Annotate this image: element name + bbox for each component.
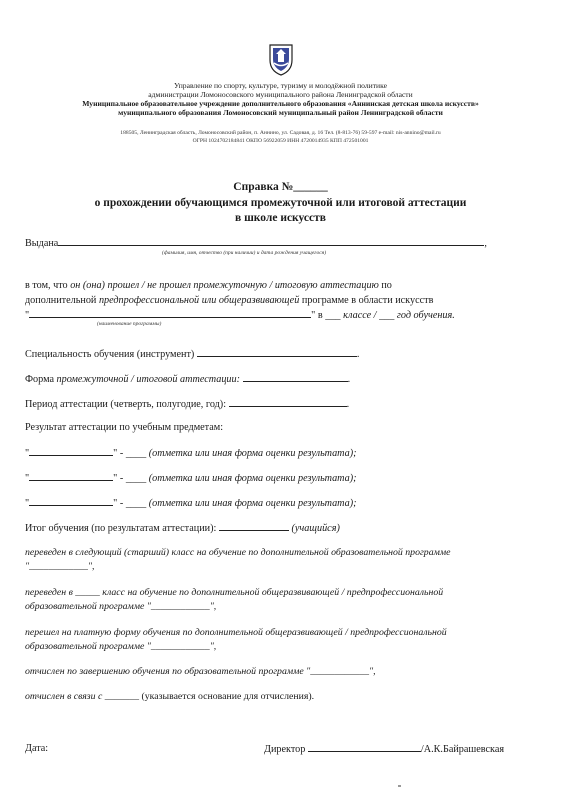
specialty-row: Специальность обучения (инструмент) . — [25, 349, 360, 360]
issued-end: , — [484, 238, 487, 249]
outcome-transfer-next-program: "____________", — [25, 561, 95, 572]
passed-line-2: дополнительной предпрофессиональной или общеразвивающей программе в области искусств — [25, 295, 434, 306]
issued-name-field[interactable] — [58, 236, 484, 246]
outcome-transfer-class-program: образовательной программе "____________", — [25, 601, 217, 612]
subject-field[interactable] — [29, 446, 113, 456]
outcome-expelled-reason: отчислен в связи с _______ (указывается основание для отчисления). — [25, 691, 315, 702]
header-line-department: Управление по спорту, культуре, туризму и молодёжной политике — [174, 81, 387, 90]
issued-label: Выдана — [25, 238, 59, 249]
header-address: 188505, Ленинградская область, Ломоносовский район, п. Аннино, ул. Садовая, д. 16 Тел. (8-813-76) 59-597 e-mail: nis-annino@mail.ru — [120, 130, 441, 136]
doc-title-number: Справка №______ — [233, 181, 328, 193]
period-row: Период аттестации (четверть, полугодие, год): . — [25, 399, 350, 410]
results-label: Результат аттестации по учебным предметам: — [25, 422, 224, 433]
result-row: " " - ____ (отметка или иная форма оценки результата); — [25, 473, 357, 484]
form-row: Форма промежуточной / итоговой аттестации: . — [25, 374, 351, 385]
passed-line-1: в том, что он (она) прошел / не прошел промежуточную / итоговую аттестацию по — [25, 280, 392, 291]
total-row: Итог обучения (по результатам аттестации): (учащийся) — [25, 523, 340, 534]
subject-field[interactable] — [29, 471, 113, 481]
header-line-administration: администрации Ломоносовского муниципального района Ленинградской области — [148, 90, 413, 99]
director-row: Директор /А.К.Байрашевская — [264, 744, 505, 755]
issued-row — [25, 236, 487, 250]
scan-speck — [398, 785, 401, 787]
coat-of-arms-emblem — [268, 42, 294, 76]
program-name-field[interactable] — [29, 308, 311, 318]
outcome-transfer-class: переведен в _____ класс на обучение по дополнительной общеразвивающей / предпрофессиональной — [25, 587, 444, 598]
period-field[interactable] — [229, 397, 347, 407]
doc-title-school: в школе искусств — [235, 212, 326, 224]
doc-title-subject: о прохождении обучающимся промежуточной или итоговой аттестации — [94, 197, 467, 209]
specialty-field[interactable] — [197, 347, 357, 357]
outcome-expelled-completion: отчислен по завершению обучения по образовательной программе "____________", — [25, 666, 376, 677]
outcome-paid-form: перешел на платную форму обучения по дополнительной общеразвивающей / предпрофессиональной — [25, 627, 447, 638]
header-line-municipality: муниципального образования Ломоносовский муниципальный район Ленинградской области — [118, 108, 443, 117]
program-hint: (наименование программы) — [97, 321, 162, 327]
header-requisites: ОГРН 1024702184841 ОКПО 56922059 ИНН 4720014935 КПП 472501001 — [192, 138, 369, 144]
issued-hint: (фамилия, имя, отчество (при наличии) и дата рождения учащегося) — [162, 250, 327, 256]
result-row: " " - ____ (отметка или иная форма оценки результата); — [25, 448, 357, 459]
form-field[interactable] — [243, 372, 348, 382]
header-line-school: Муниципальное образовательное учреждение дополнительного образования «Аннинская детская школа искусств» — [82, 99, 479, 108]
passed-line-3: " " в ___ классе / ___ год обучения. — [25, 310, 455, 321]
result-row: " " - ____ (отметка или иная форма оценки результата); — [25, 498, 357, 509]
subject-field[interactable] — [29, 496, 113, 506]
outcome-paid-form-program: образовательной программе "____________", — [25, 641, 217, 652]
date-label: Дата: — [25, 743, 49, 754]
total-field[interactable] — [219, 521, 289, 531]
director-signature-field[interactable] — [308, 742, 421, 752]
outcome-transfer-next: переведен в следующий (старший) класс на обучение по дополнительной образовательной программе — [25, 547, 451, 558]
